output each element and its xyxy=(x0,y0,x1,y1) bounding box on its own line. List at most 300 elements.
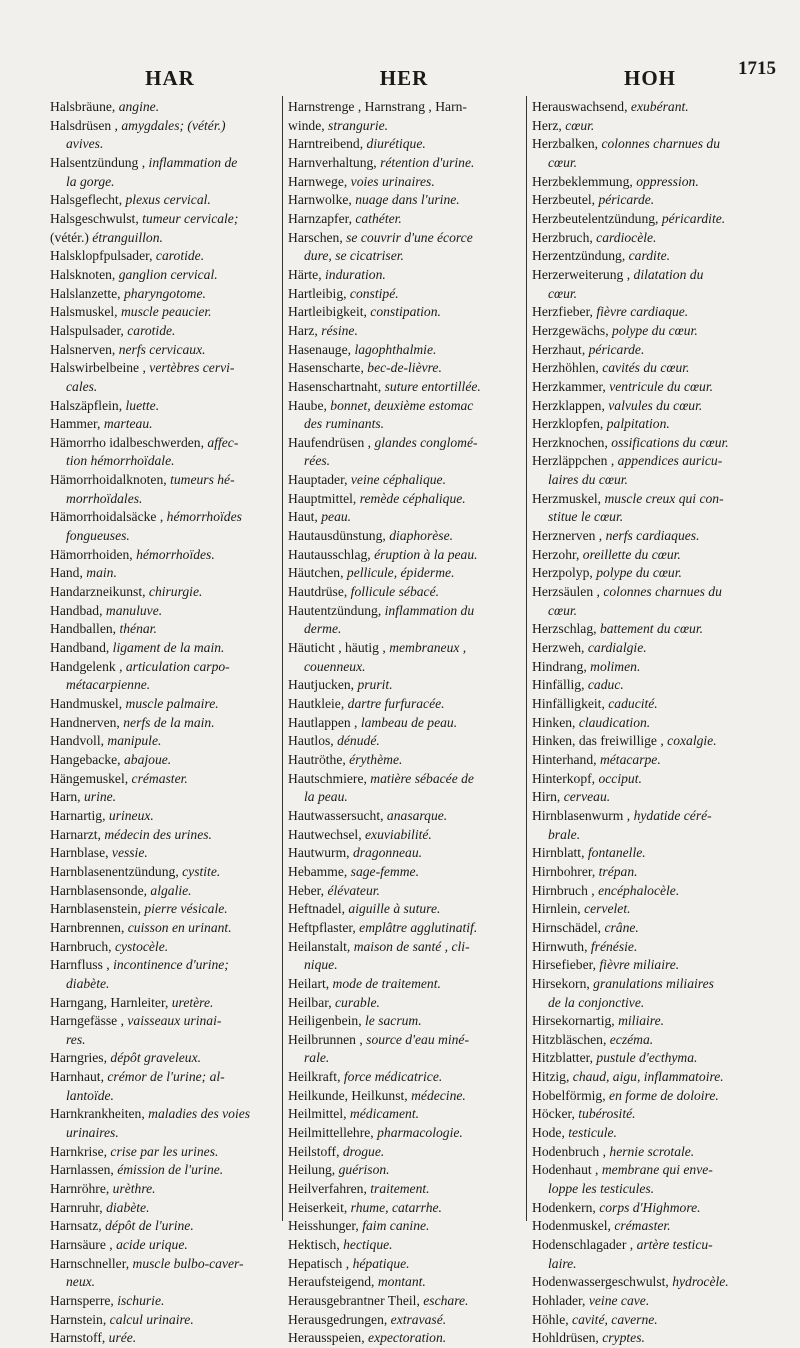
german-term: Harnsäure , xyxy=(50,1237,117,1253)
dictionary-entry xyxy=(50,844,276,863)
french-translation: granulations miliaires xyxy=(593,975,714,991)
german-term: Herzbeklemmung, xyxy=(532,173,637,189)
german-term: Harnwege, xyxy=(288,173,351,189)
dictionary-entry xyxy=(50,247,276,266)
dictionary-entry xyxy=(50,956,276,975)
dictionary-entry xyxy=(50,620,276,639)
german-term: Herzmuskel, xyxy=(532,490,605,506)
german-term: Halslanzette, xyxy=(50,285,124,301)
dictionary-entry xyxy=(288,919,520,938)
german-term: Herausgebrantner Theil, xyxy=(288,1293,424,1308)
dictionary-entry xyxy=(532,490,770,509)
column-3 xyxy=(532,98,770,1348)
german-term: Harnhaut, xyxy=(50,1069,108,1085)
french-translation: maladies des voies xyxy=(148,1106,251,1122)
german-term: Hämorrhoidalknoten, xyxy=(50,472,171,488)
dictionary-entry xyxy=(288,341,520,360)
french-translation: cerveau. xyxy=(563,789,611,805)
german-term: Hautwechsel, xyxy=(288,826,366,842)
dictionary-entry xyxy=(288,975,520,994)
running-head-right: HOH xyxy=(623,66,676,90)
entry-continuation xyxy=(50,676,276,695)
german-term: Hautlos, xyxy=(288,733,338,749)
french-translation: lambeau de peau. xyxy=(360,714,458,730)
dictionary-entry xyxy=(288,117,520,136)
dictionary-entry xyxy=(50,1255,276,1274)
german-term: Hasenauge, xyxy=(288,341,355,357)
german-term: Hirnlein, xyxy=(532,901,585,917)
french-translation: étranguillon. xyxy=(92,229,163,245)
french-translation: vaisseaux urinai- xyxy=(127,1013,222,1029)
german-term: Handband, xyxy=(50,640,113,656)
dictionary-entry xyxy=(50,863,276,882)
french-translation: constipation. xyxy=(370,304,441,320)
german-term: Hautwurm, xyxy=(288,845,353,861)
dictionary-entry xyxy=(288,154,520,173)
dictionary-entry xyxy=(532,247,770,266)
french-translation: emplâtre agglutinatif. xyxy=(359,919,478,935)
french-translation: médecin des urines. xyxy=(104,826,212,842)
german-term: Herzkammer, xyxy=(532,378,610,394)
german-term: Hängemuskel, xyxy=(50,770,132,786)
french-translation: remède céphalique. xyxy=(359,490,466,506)
french-translation: le sacrum. xyxy=(365,1013,422,1029)
french-translation: strangurie. xyxy=(328,117,389,133)
dictionary-entry xyxy=(532,191,770,210)
dictionary-entry xyxy=(288,191,520,210)
french-translation: occiput. xyxy=(598,770,642,786)
dictionary-entry xyxy=(532,695,770,714)
dictionary-entry xyxy=(532,527,770,546)
dictionary-entry xyxy=(288,807,520,826)
dictionary-entry xyxy=(288,1012,520,1031)
entry-continuation xyxy=(532,1180,770,1199)
french-translation: eczéma. xyxy=(609,1031,654,1047)
german-term: Harnwolke, xyxy=(288,192,356,208)
french-translation: amygdales; (vétér.) xyxy=(121,117,226,133)
german-term: Harn, xyxy=(50,789,84,805)
dictionary-entry xyxy=(532,863,770,882)
french-translation: tubérosité. xyxy=(578,1106,636,1122)
french-translation: polype du cœur. xyxy=(596,565,682,581)
french-translation: laire. xyxy=(548,1255,577,1271)
dictionary-entry xyxy=(50,191,276,210)
french-translation: anasarque. xyxy=(386,807,448,823)
dictionary-entry xyxy=(532,135,770,154)
german-term: Hitzig, xyxy=(532,1069,573,1085)
dictionary-entry xyxy=(288,751,520,770)
dictionary-entry xyxy=(50,1199,276,1218)
french-translation: affec- xyxy=(207,434,239,450)
german-term: Höhle, xyxy=(532,1311,573,1327)
french-translation: émission de l'urine. xyxy=(117,1162,224,1178)
french-translation: testicule. xyxy=(568,1125,617,1141)
column-rule-left xyxy=(282,96,283,1221)
german-term: Hobelförmig, xyxy=(532,1087,610,1103)
german-term: Herznerven , xyxy=(532,528,606,544)
german-term: Herauswachsend, xyxy=(532,99,631,114)
entry-continuation xyxy=(288,1049,520,1068)
dictionary-entry xyxy=(288,285,520,304)
german-term: Harnstrenge , Harnstrang , Harn- xyxy=(288,99,467,114)
entry-continuation xyxy=(532,285,770,304)
dictionary-entry xyxy=(50,1049,276,1068)
german-term: Hebamme, xyxy=(288,863,351,879)
entry-continuation xyxy=(288,620,520,639)
dictionary-entry xyxy=(288,1180,520,1199)
french-translation: plexus cervical. xyxy=(125,192,211,208)
dictionary-entry xyxy=(288,732,520,751)
french-translation: stitue le cœur. xyxy=(548,509,624,525)
german-term: Heilkunde, Heilkunst, xyxy=(288,1087,412,1103)
german-term: Hinterkopf, xyxy=(532,770,599,786)
french-translation: urèthre. xyxy=(112,1181,156,1197)
french-translation: diabète. xyxy=(66,975,110,991)
french-translation: cœur. xyxy=(548,154,578,170)
dictionary-entry xyxy=(50,266,276,285)
dictionary-entry xyxy=(532,788,770,807)
french-translation: bec-de-lièvre. xyxy=(367,360,442,376)
french-translation: force médicatrice. xyxy=(343,1069,443,1085)
dictionary-entry xyxy=(288,229,520,248)
dictionary-entry xyxy=(532,583,770,602)
dictionary-entry xyxy=(288,844,520,863)
french-translation: cystite. xyxy=(182,863,221,879)
french-translation: crise par les urines. xyxy=(110,1143,219,1159)
dictionary-entry xyxy=(532,1199,770,1218)
dictionary-entry xyxy=(532,378,770,397)
dictionary-entry xyxy=(50,900,276,919)
french-translation: marteau. xyxy=(103,416,153,432)
german-term: Harnarzt, xyxy=(50,826,105,842)
dictionary-entry xyxy=(532,676,770,695)
german-term: Hauptmittel, xyxy=(288,490,360,506)
french-translation: cryptes. xyxy=(602,1330,645,1346)
french-translation: vessie. xyxy=(111,845,148,861)
dictionary-entry xyxy=(532,434,770,453)
german-term: Heisshunger, xyxy=(288,1218,363,1234)
dictionary-entry xyxy=(50,938,276,957)
french-translation: cardite. xyxy=(628,248,671,264)
german-term: Halszäpflein, xyxy=(50,397,126,413)
dictionary-entry xyxy=(532,1087,770,1106)
dictionary-entry xyxy=(532,956,770,975)
dictionary-entry xyxy=(532,1161,770,1180)
dictionary-entry xyxy=(50,751,276,770)
german-term: Herz, xyxy=(532,117,566,133)
french-translation: diurétique. xyxy=(366,136,426,152)
german-term: Haube, xyxy=(288,397,331,413)
dictionary-entry xyxy=(288,900,520,919)
french-translation: induration. xyxy=(325,266,386,282)
french-translation: cavité, caverne. xyxy=(572,1311,658,1327)
dictionary-entry xyxy=(50,154,276,173)
german-term: Harnblase, xyxy=(50,845,112,861)
dictionary-entry xyxy=(288,1292,520,1311)
dictionary-entry xyxy=(50,1105,276,1124)
german-term: Herzfieber, xyxy=(532,304,597,320)
german-term: Halswirbelbeine , xyxy=(50,360,150,376)
french-translation: sage-femme. xyxy=(350,863,419,879)
entry-continuation xyxy=(50,527,276,546)
french-translation: muscle bulbo-caver- xyxy=(132,1255,244,1271)
german-term: Halsentzündung , xyxy=(50,154,149,170)
dictionary-entry xyxy=(532,117,770,136)
french-translation: médicament. xyxy=(349,1106,419,1122)
dictionary-entry xyxy=(50,98,276,117)
german-term: Hautschmiere, xyxy=(288,770,371,786)
german-term: Heilmittel, xyxy=(288,1106,350,1122)
dictionary-entry xyxy=(50,788,276,807)
dictionary-entry xyxy=(50,658,276,677)
german-term: Heilart, xyxy=(288,975,333,991)
german-term: Herzläppchen , xyxy=(532,453,618,469)
german-term: Halspulsader, xyxy=(50,322,128,338)
french-translation: muscle peaucier. xyxy=(120,304,212,320)
german-term: Hämorrho idalbeschwerden, xyxy=(50,434,208,450)
dictionary-entry xyxy=(50,602,276,621)
german-term: Harngang, Harnleiter, xyxy=(50,994,172,1010)
french-translation: oppression. xyxy=(636,173,699,189)
dictionary-entry xyxy=(532,1012,770,1031)
dictionary-entry xyxy=(288,1143,520,1162)
french-translation: coxalgie. xyxy=(667,733,717,749)
french-translation: luette. xyxy=(125,397,160,413)
german-term: Halsbräune, xyxy=(50,99,119,114)
french-translation: chirurgie. xyxy=(148,584,203,600)
german-term: Harnbruch, xyxy=(50,938,115,954)
dictionary-entry xyxy=(532,658,770,677)
german-term: Herzklappen, xyxy=(532,397,609,413)
german-term: Herzhaut, xyxy=(532,341,589,357)
dictionary-entry xyxy=(288,378,520,397)
french-translation: diabète. xyxy=(106,1199,150,1215)
german-term: Harz, xyxy=(288,322,322,338)
french-translation: tion hémorrhoïdale. xyxy=(66,453,175,469)
dictionary-entry xyxy=(532,229,770,248)
french-translation: carotide. xyxy=(155,248,205,264)
french-translation: caducité. xyxy=(608,696,658,711)
entry-continuation xyxy=(50,975,276,994)
french-translation: cathéter. xyxy=(355,210,402,226)
french-translation: morrhoïdales. xyxy=(66,490,143,506)
dictionary-entry xyxy=(532,322,770,341)
entry-continuation xyxy=(288,788,520,807)
dictionary-entry xyxy=(532,919,770,938)
french-translation: carotide. xyxy=(127,322,176,338)
dictionary-entry xyxy=(532,714,770,733)
french-translation: bonnet, deuxième estomac xyxy=(330,397,474,413)
german-term: Harnverhaltung, xyxy=(288,154,381,170)
dictionary-entry xyxy=(532,882,770,901)
french-translation: crâne. xyxy=(604,919,639,935)
german-term: Heftpflaster, xyxy=(288,919,360,935)
french-translation: maison de santé , cli- xyxy=(353,938,470,954)
french-translation: loppe les testicules. xyxy=(548,1181,655,1197)
german-term: Herausgedrungen, xyxy=(288,1311,391,1327)
french-translation: manipule. xyxy=(107,733,162,749)
french-translation: diaphorèse. xyxy=(389,528,454,544)
french-translation: laires du cœur. xyxy=(548,472,628,488)
german-term: Harnbrennen, xyxy=(50,919,128,935)
german-term: Hodenwassergeschwulst, xyxy=(532,1274,673,1290)
german-term: Hautröthe, xyxy=(288,751,350,767)
german-term: Hautwassersucht, xyxy=(288,807,387,823)
french-translation: exuviabilité. xyxy=(365,826,432,842)
french-translation: membrane qui enve- xyxy=(601,1162,713,1178)
dictionary-entry xyxy=(288,938,520,957)
french-translation: métacarpe. xyxy=(599,751,661,767)
german-term: Harnkrise, xyxy=(50,1143,111,1159)
french-translation: cardialgie. xyxy=(587,640,647,656)
french-translation: eschare. xyxy=(423,1293,469,1308)
french-translation: extravasé. xyxy=(390,1311,447,1327)
french-translation: molimen. xyxy=(590,658,641,674)
french-translation: abajoue. xyxy=(123,751,172,767)
dictionary-entry xyxy=(288,1236,520,1255)
german-term: Hodenkern, xyxy=(532,1199,600,1215)
dictionary-entry xyxy=(288,266,520,285)
dictionary-entry xyxy=(50,1217,276,1236)
french-translation: glandes conglomé- xyxy=(374,434,478,450)
dictionary-entry xyxy=(288,546,520,565)
german-term: Hodenschlagader , xyxy=(532,1237,637,1253)
french-translation: résine. xyxy=(321,322,358,338)
french-translation: péricarde. xyxy=(588,341,645,357)
dictionary-entry xyxy=(50,994,276,1013)
french-translation: dilatation du xyxy=(633,266,704,282)
dictionary-entry xyxy=(532,397,770,416)
dictionary-entry xyxy=(288,135,520,154)
german-term: Halsdrüsen , xyxy=(50,117,122,133)
dictionary-entry xyxy=(288,508,520,527)
french-translation: métacarpienne. xyxy=(66,677,151,693)
german-term: Herzohr, xyxy=(532,546,583,562)
dictionary-entry xyxy=(50,397,276,416)
german-term: Hirsekorn, xyxy=(532,975,594,991)
french-translation: oreillette du cœur. xyxy=(582,546,681,562)
dictionary-entry xyxy=(288,1217,520,1236)
dictionary-entry xyxy=(288,882,520,901)
french-translation: suture entortillée. xyxy=(384,378,481,394)
dictionary-entry xyxy=(288,303,520,322)
french-translation: articulation carpo- xyxy=(125,658,230,674)
german-term: Hitzbläschen, xyxy=(532,1031,610,1047)
dictionary-entry xyxy=(532,1311,770,1330)
entry-continuation xyxy=(532,154,770,173)
french-translation: la peau. xyxy=(304,789,348,805)
german-term: Heber, xyxy=(288,882,328,898)
entry-continuation xyxy=(50,1124,276,1143)
dictionary-entry xyxy=(288,434,520,453)
german-term: Hauptader, xyxy=(288,472,351,488)
french-translation: aiguille à suture. xyxy=(348,901,441,917)
dictionary-entry xyxy=(50,826,276,845)
german-term: Hirnblasenwurm , xyxy=(532,807,634,823)
french-translation: drogue. xyxy=(342,1143,385,1159)
german-term: Harnruhr, xyxy=(50,1199,107,1215)
dictionary-entry xyxy=(532,1049,770,1068)
german-term: Hautentzündung, xyxy=(288,602,385,618)
dictionary-entry xyxy=(50,322,276,341)
entry-continuation xyxy=(50,452,276,471)
german-term: Halsgeflecht, xyxy=(50,192,126,208)
french-translation: hémorrhoïdes xyxy=(166,509,242,525)
german-term: Harngries, xyxy=(50,1050,111,1066)
french-translation: ganglion cervical. xyxy=(118,266,218,282)
entry-continuation xyxy=(50,1031,276,1050)
german-term: Härte, xyxy=(288,266,325,282)
german-term: Hautausdünstung, xyxy=(288,528,390,544)
german-term: Handmuskel, xyxy=(50,696,126,711)
dictionary-entry xyxy=(50,341,276,360)
german-term: Heiligenbein, xyxy=(288,1013,366,1029)
french-translation: hernie scrotale. xyxy=(609,1143,695,1159)
german-term: Hodenmuskel, xyxy=(532,1218,615,1234)
dictionary-entry xyxy=(288,527,520,546)
dictionary-entry xyxy=(50,210,276,229)
dictionary-entry xyxy=(532,639,770,658)
french-translation: hydrocèle. xyxy=(672,1274,729,1290)
french-translation: veine céphalique. xyxy=(350,472,446,488)
column-2 xyxy=(288,98,520,1348)
french-translation: en forme de doloire. xyxy=(609,1087,719,1103)
french-translation: battement du cœur. xyxy=(599,621,704,637)
german-term: Halsmuskel, xyxy=(50,304,121,320)
french-translation: pierre vésicale. xyxy=(144,901,228,917)
german-term: Heiserkeit, xyxy=(288,1199,351,1215)
entry-continuation xyxy=(50,378,276,397)
french-translation: ischurie. xyxy=(117,1293,165,1308)
french-translation: ligament de la main. xyxy=(112,640,225,656)
german-term: Herzsäulen , xyxy=(532,584,604,600)
german-term: Harntreibend, xyxy=(288,136,367,152)
french-translation: urée. xyxy=(108,1330,137,1346)
dictionary-entry xyxy=(50,285,276,304)
dictionary-entry xyxy=(532,341,770,360)
dictionary-entry xyxy=(288,1329,520,1348)
french-translation: dartre furfuracée. xyxy=(347,696,445,711)
entry-continuation xyxy=(50,1087,276,1106)
german-term: Herzbeutelentzündung, xyxy=(532,210,662,226)
dictionary-entry xyxy=(532,98,770,117)
german-term: Hautdrüse, xyxy=(288,584,351,600)
dictionary-entry xyxy=(532,1068,770,1087)
german-term: Herzbruch, xyxy=(532,229,597,245)
dictionary-entry xyxy=(50,117,276,136)
entry-continuation xyxy=(50,1273,276,1292)
german-term: Harnblasensonde, xyxy=(50,882,151,898)
french-translation: ossifications du cœur. xyxy=(611,434,729,450)
german-term: Heraufsteigend, xyxy=(288,1274,378,1290)
french-translation: médecine. xyxy=(411,1087,466,1103)
french-translation: encéphalocèle. xyxy=(598,882,680,898)
dictionary-entry xyxy=(532,844,770,863)
german-term: Heilbar, xyxy=(288,994,336,1010)
french-translation: cardiocèle. xyxy=(596,229,657,245)
french-translation: rétention d'urine. xyxy=(380,154,475,170)
dictionary-entry xyxy=(50,695,276,714)
german-term: Harnschneller, xyxy=(50,1255,133,1271)
dictionary-entry xyxy=(288,322,520,341)
dictionary-entry xyxy=(532,415,770,434)
dictionary-entry xyxy=(50,546,276,565)
dictionary-entry xyxy=(288,490,520,509)
german-term: Hohlader, xyxy=(532,1293,589,1308)
german-term: Hirnbohrer, xyxy=(532,863,599,879)
column-rule-right xyxy=(526,96,527,1221)
french-translation: nerfs de la main. xyxy=(123,714,215,730)
